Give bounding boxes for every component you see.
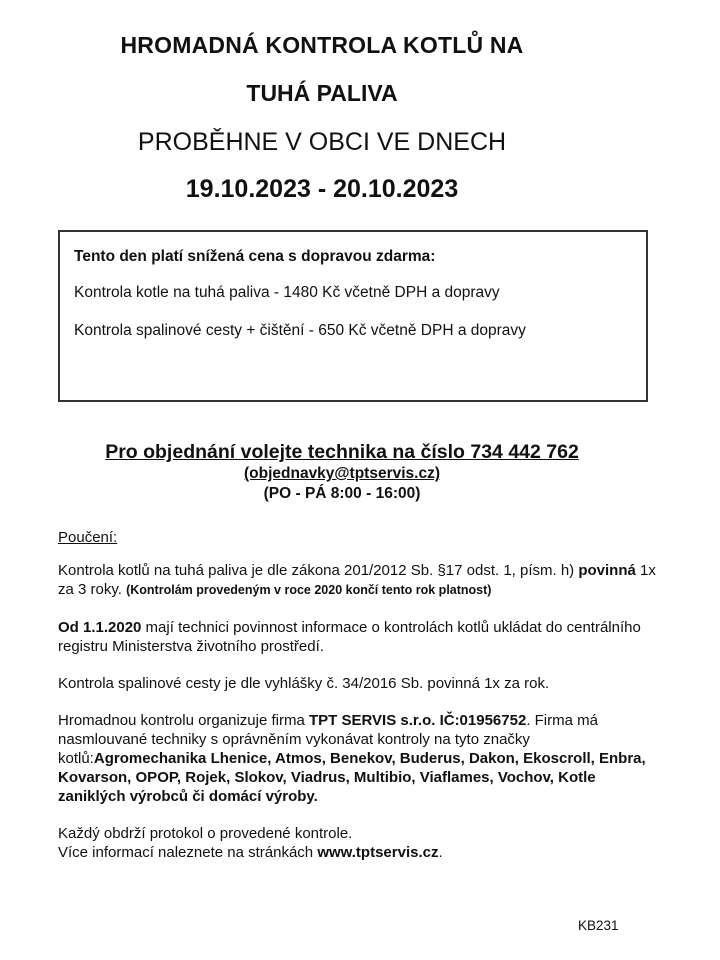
note-organizer — [58, 711, 658, 806]
note-registry — [58, 618, 658, 656]
note-registry-text: mají technici povinnost informace o kontrolách kotlů ukládat do centrálního registru Ministerstva životního prostředí. — [58, 619, 641, 655]
note-website-text: Více informací naleznete na stránkách — [58, 844, 318, 861]
note-website-end: . — [438, 844, 443, 861]
note-organizer-company: TPT SERVIS s.r.o. IČ:01956752 — [308, 712, 527, 729]
price-item-boiler: Kontrola kotle na tuhá paliva - 1480 Kč včetně DPH a dopravy — [74, 284, 500, 301]
note-boiler-law-small: (Kontrolám provedeným v roce 2020 končí tento rok platnost) — [126, 583, 492, 597]
note-boiler-law-text: Kontrola kotlů na tuhá paliva je dle zákona 201/2012 Sb. §17 odst. 1, písm. h) — [58, 562, 579, 579]
order-email[interactable]: (objednavky@tptservis.cz) — [243, 465, 440, 482]
note-boiler-law — [58, 561, 658, 600]
note-organizer-text: Hromadnou kontrolu organizuje firma — [58, 712, 309, 729]
order-hours: (PO - PÁ 8:00 - 16:00) — [263, 485, 421, 502]
document-code: KB231 — [578, 918, 619, 933]
note-registry-date: Od 1.1.2020 — [58, 619, 142, 636]
notes-section — [58, 528, 658, 862]
headline-line-2: TUHÁ PALIVA — [246, 80, 398, 106]
notes-heading: Poučení: — [58, 529, 118, 546]
price-item-flue: Kontrola spalinové cesty + čištění - 650 Kč včetně DPH a dopravy — [74, 322, 526, 339]
note-flue-law: Kontrola spalinové cesty je dle vyhlášky č. 34/2016 Sb. povinná 1x za rok. — [58, 675, 550, 692]
subheadline: PROBĚHNE V OBCI VE DNECH — [137, 128, 507, 156]
note-protocol — [58, 824, 658, 862]
note-protocol-line: Každý obdrží protokol o provedené kontrole. — [58, 825, 353, 842]
order-phone-line: Pro objednání volejte technika na číslo 734 442 762 — [105, 441, 579, 463]
note-boiler-law-text-2: 1x za 3 roky. — [58, 562, 656, 598]
note-website-link[interactable]: www.tptservis.cz — [317, 844, 439, 861]
headline-line-1: HROMADNÁ KONTROLA KOTLŮ NA — [120, 32, 524, 58]
order-contact — [0, 440, 684, 504]
note-organizer-brands: Agromechanika Lhenice, Atmos, Benekov, Buderus, Dakon, Ekoscroll, Enbra, Kovarson, OPOP, Rojek, Slokov, Viadrus, Multibio, Viaflames, Vochov, Kotle zaniklých výrobců či domácí výroby. — [58, 750, 646, 805]
price-box-heading: Tento den platí snížená cena s dopravou zdarma: — [74, 248, 436, 265]
note-boiler-law-bold: povinná — [578, 562, 636, 579]
price-box — [58, 230, 648, 402]
note-organizer-text-2: . Firma má nasmlouvané techniky s oprávněním vykonávat kontroly na tyto značky kotlů: — [58, 712, 598, 767]
inspection-dates: 19.10.2023 - 20.10.2023 — [185, 175, 459, 203]
